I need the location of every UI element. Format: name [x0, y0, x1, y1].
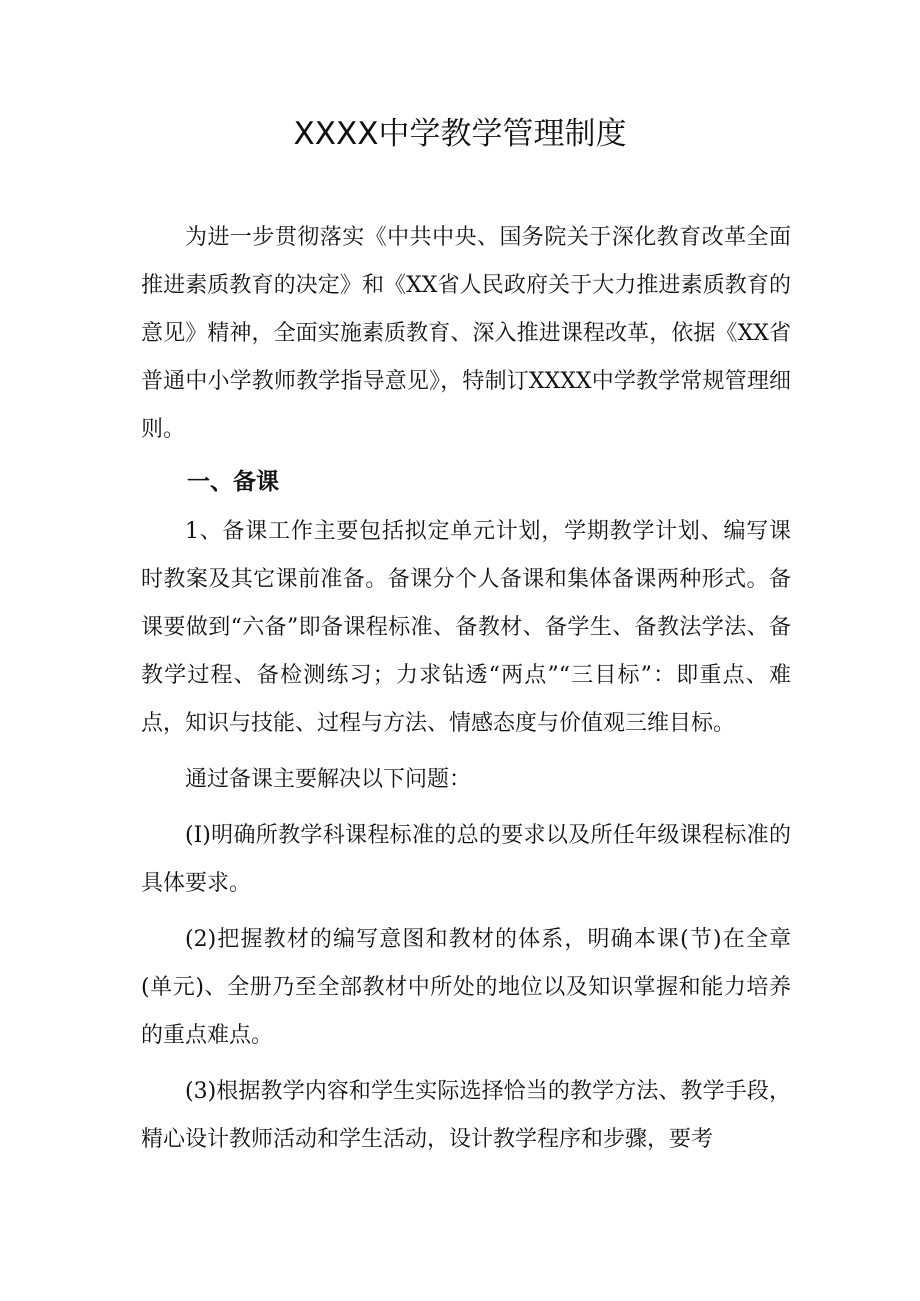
problem-1-paragraph: (I)明确所教学科课程标准的总的要求以及所任年级课程标准的具体要求。 — [141, 823, 791, 896]
document-title: XXXX中学教学管理制度 — [293, 116, 627, 152]
section-heading-lesson-preparation: 一、备课 — [187, 469, 279, 495]
problems-intro-paragraph: 通过备课主要解决以下问题： — [185, 767, 472, 792]
item-1-paragraph: 1、备课工作主要包括拟定单元计划，学期教学计划、编写课时教案及其它课前准备。备课分个人备课和集体备课两种形式。备课要做到“六备”即备课程标准、备教材、备学生、备教法学法、备教学过程、备检测练习；力求钻透“两点”“三目标”：即重点、难点，知识与技能、过程与方法、情感态度与价值观三维目标。 — [141, 519, 791, 736]
intro-paragraph: 为进一步贯彻落实《中共中央、国务院关于深化教育改革全面推进素质教育的决定》和《XX省人民政府关于大力推进素质教育的意见》精神，全面实施素质教育、深入推进课程改革，依据《XX省普通中小学教师教学指导意见》，特制订XXXX中学教学常规管理细则。 — [141, 225, 791, 442]
problem-3-paragraph: (3)根据教学内容和学生实际选择恰当的教学方法、教学手段，精心设计教师活动和学生活动，设计教学程序和步骤，要考 — [141, 1079, 791, 1152]
document-body — [141, 214, 791, 1164]
problem-2-paragraph: (2)把握教材的编写意图和教材的体系，明确本课(节)在全章(单元)、全册乃至全部教材中所处的地位以及知识掌握和能力培养的重点难点。 — [141, 927, 791, 1048]
